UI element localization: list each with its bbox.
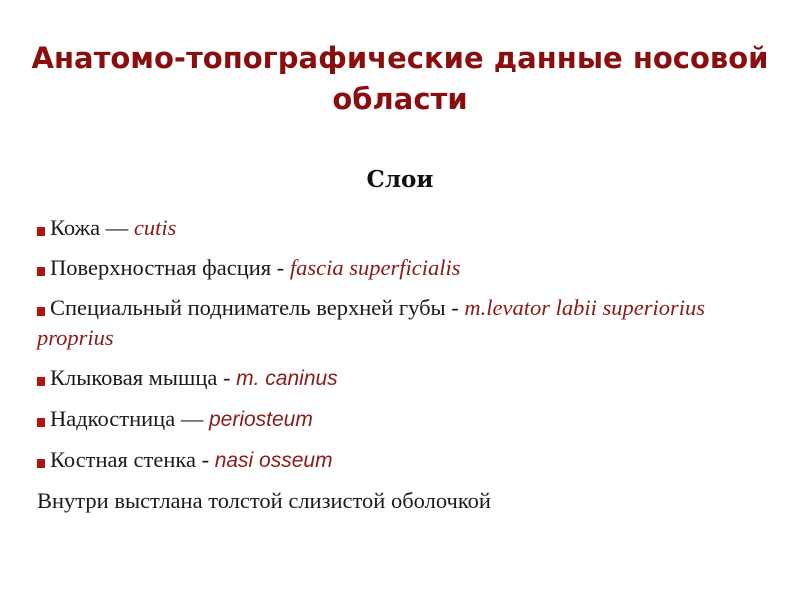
item-latin-term: m. caninus xyxy=(236,367,338,390)
item-russian-text: Надкостница — xyxy=(50,406,209,431)
list-item xyxy=(37,293,757,353)
list-item xyxy=(37,253,757,283)
page-title: Анатомо-топографические данные носовой области xyxy=(31,41,769,116)
item-latin-term: nasi osseum xyxy=(214,449,333,472)
list-item xyxy=(37,445,757,476)
item-russian-text: Клыковая мышца - xyxy=(50,365,237,390)
item-russian-text: Костная стенка - xyxy=(50,447,215,472)
footer-text: Внутри выстлана толстой слизистой оболочкой xyxy=(37,488,491,513)
bullet-icon xyxy=(37,267,45,276)
bullet-icon xyxy=(37,459,45,468)
item-russian-text: Поверхностная фасция - xyxy=(50,255,290,280)
item-russian-text: Кожа — xyxy=(50,215,134,240)
list-item xyxy=(37,213,757,243)
item-russian-text: Специальный подниматель верхней губы - xyxy=(50,295,465,320)
item-latin-term: cutis xyxy=(133,215,177,240)
item-latin-term: m.levator labii superiorius proprius xyxy=(37,295,705,350)
item-latin-term: periosteum xyxy=(208,408,313,431)
section-subtitle: Слои xyxy=(366,166,434,193)
item-latin-term: fascia superficialis xyxy=(289,255,461,280)
list-item xyxy=(37,363,757,394)
bullet-icon xyxy=(37,307,45,316)
layer-list xyxy=(37,213,757,516)
list-item xyxy=(37,404,757,435)
bullet-icon xyxy=(37,418,45,427)
bullet-icon xyxy=(37,227,45,236)
bullet-icon xyxy=(37,377,45,386)
